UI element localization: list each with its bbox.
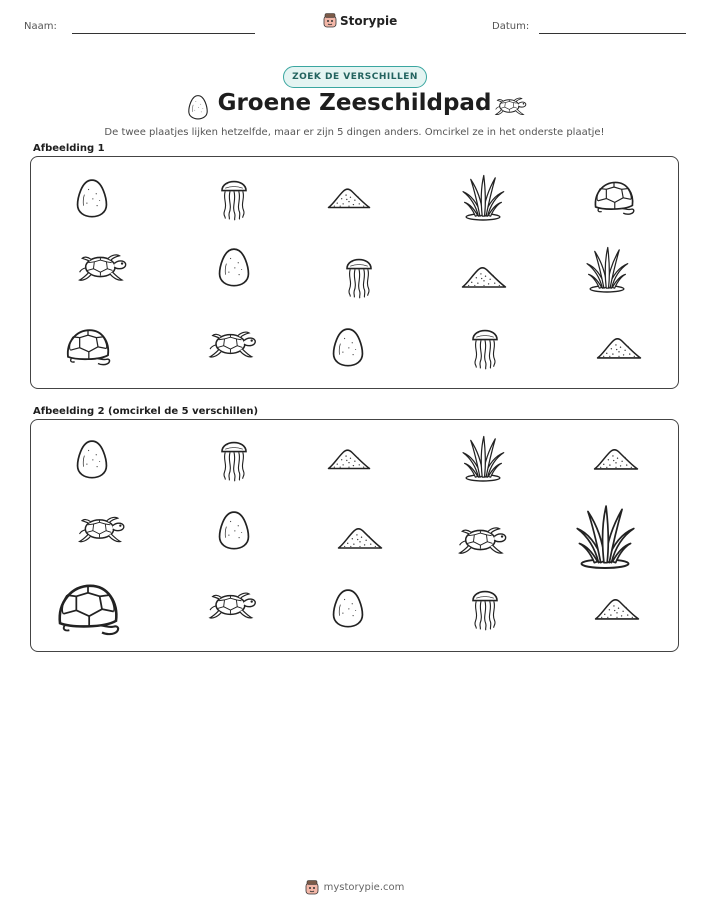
storypie-mascot-icon bbox=[305, 880, 319, 895]
seagrass-icon[interactable] bbox=[460, 173, 506, 221]
turtle-icon bbox=[494, 94, 528, 118]
jellyfish-icon[interactable] bbox=[343, 251, 375, 299]
storypie-mascot-icon bbox=[323, 13, 337, 28]
picture1-label: Afbeelding 1 bbox=[33, 143, 105, 154]
sand-icon[interactable] bbox=[327, 446, 371, 472]
footer bbox=[0, 880, 709, 895]
page-title: Groene Zeeschildpad bbox=[217, 90, 492, 116]
turtle-shell-icon[interactable] bbox=[591, 177, 637, 217]
turtle-shell-icon[interactable] bbox=[63, 325, 113, 367]
date-line[interactable] bbox=[539, 33, 686, 34]
seagrass-icon[interactable] bbox=[584, 245, 630, 293]
egg-icon[interactable] bbox=[75, 438, 109, 480]
egg-icon[interactable] bbox=[75, 177, 109, 219]
sand-icon[interactable] bbox=[337, 524, 383, 552]
picture2-panel bbox=[30, 419, 679, 652]
activity-badge: ZOEK DE VERSCHILLEN bbox=[283, 66, 427, 88]
name-label: Naam: bbox=[24, 21, 57, 32]
instructions: De twee plaatjes lijken hetzelfde, maar er zijn 5 dingen anders. Omcirkel ze in het onderste plaatje! bbox=[104, 127, 605, 138]
turtle-icon[interactable] bbox=[77, 512, 127, 546]
turtle-icon[interactable] bbox=[207, 588, 259, 622]
sand-icon[interactable] bbox=[461, 263, 507, 291]
name-line[interactable] bbox=[72, 33, 255, 34]
jellyfish-icon[interactable] bbox=[469, 321, 501, 371]
egg-icon[interactable] bbox=[331, 586, 365, 630]
egg-icon[interactable] bbox=[331, 325, 365, 369]
sand-icon[interactable] bbox=[594, 596, 640, 622]
sand-icon[interactable] bbox=[596, 335, 642, 361]
picture1-panel bbox=[30, 156, 679, 389]
turtle-icon[interactable] bbox=[207, 327, 259, 361]
jellyfish-icon[interactable] bbox=[218, 173, 250, 221]
jellyfish-icon[interactable] bbox=[469, 582, 501, 632]
seagrass-icon[interactable] bbox=[573, 502, 637, 570]
jellyfish-icon[interactable] bbox=[218, 434, 250, 482]
picture2-label: Afbeelding 2 (omcirkel de 5 verschillen) bbox=[33, 406, 259, 417]
turtle-icon[interactable] bbox=[457, 522, 509, 558]
egg-icon[interactable] bbox=[217, 245, 251, 289]
brand-logo bbox=[323, 13, 397, 28]
turtle-shell-icon[interactable] bbox=[53, 578, 123, 638]
sand-icon[interactable] bbox=[327, 185, 371, 211]
seagrass-icon[interactable] bbox=[460, 434, 506, 482]
brand-name: Storypie bbox=[340, 13, 398, 28]
date-label: Datum: bbox=[492, 21, 530, 32]
footer-site[interactable]: mystorypie.com bbox=[323, 882, 405, 893]
egg-icon[interactable] bbox=[217, 508, 251, 552]
sand-icon[interactable] bbox=[593, 446, 639, 472]
turtle-icon[interactable] bbox=[77, 249, 129, 285]
